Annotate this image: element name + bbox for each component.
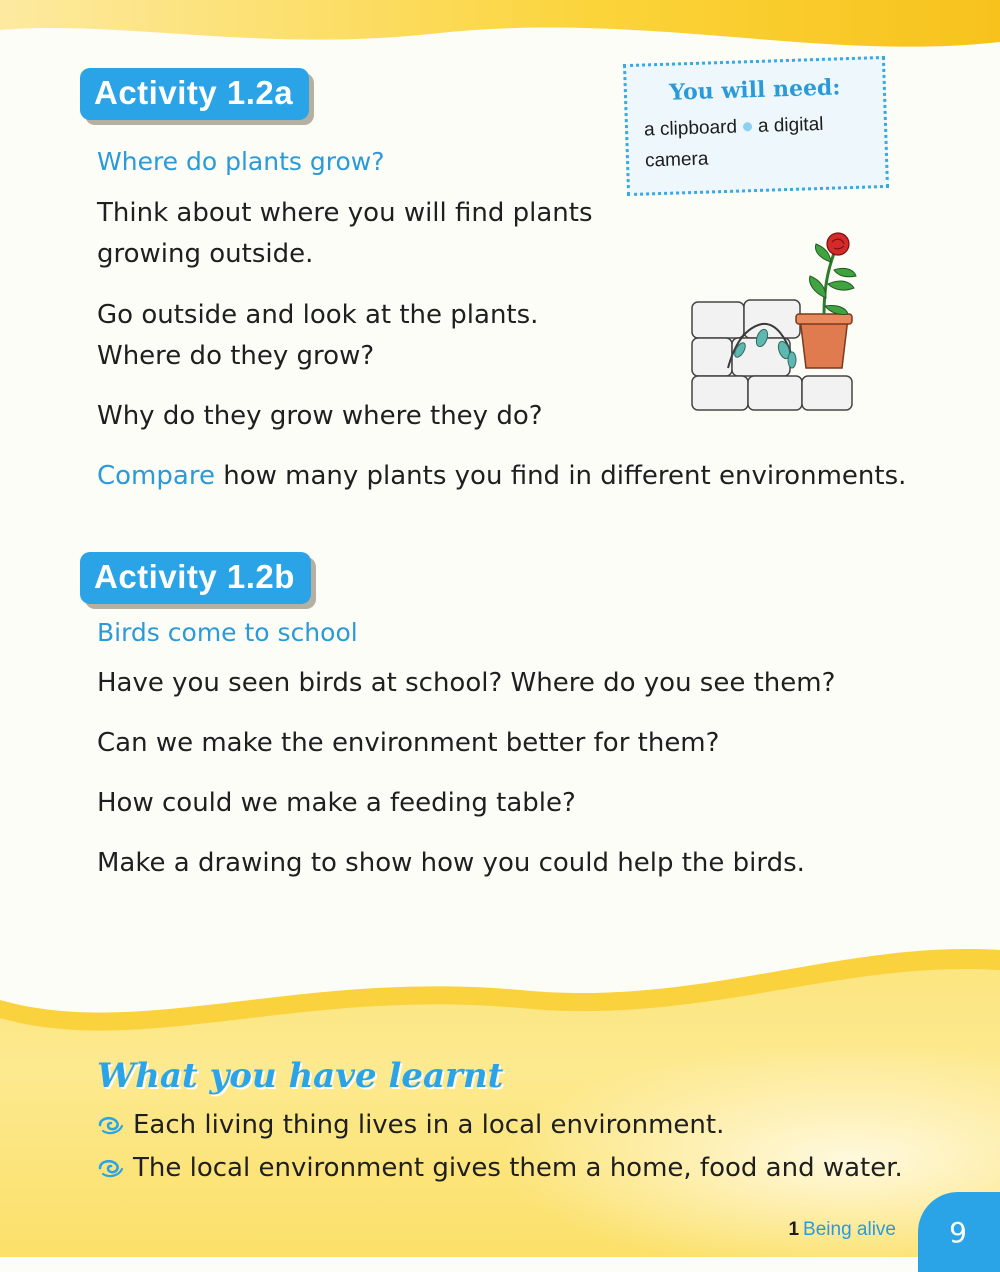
swirl-icon [97,1113,125,1137]
activity-a-title: Activity 1.2a [80,68,309,120]
bullet-dot-icon [743,123,752,132]
activity-a-line-3: Go outside and look at the plants. [97,300,539,330]
need-item-camera-line2: camera [644,148,709,172]
activity-b-line-4: Make a drawing to show how you could help the birds. [97,848,805,878]
activity-a-line-1: Think about where you will find plants [97,198,593,228]
activity-b-line-3: How could we make a feeding table? [97,788,576,818]
chapter-footer [788,1219,896,1241]
compare-keyword: Compare [97,461,215,491]
learnt-item-1 [97,1110,724,1140]
activity-b-title: Activity 1.2b [80,552,311,604]
chapter-number: 1 [788,1219,800,1240]
activity-a-line-2: growing outside. [97,239,314,269]
swirl-icon [97,1156,125,1180]
plant-wall-illustration [688,228,878,418]
you-will-need-box [623,56,889,196]
activity-a-line-4: Where do they grow? [97,341,375,371]
activity-a-subtitle: Where do plants grow? [97,147,385,176]
activity-b-line-1: Have you seen birds at school? Where do you see them? [97,668,836,698]
learnt-item-2-text: The local environment gives them a home, food and water. [133,1153,903,1183]
learnt-title: What you have learnt [97,1056,504,1096]
learnt-item-2 [97,1153,903,1183]
need-item-clipboard: a clipboard [643,116,738,141]
you-will-need-title: You will need: [668,74,841,106]
compare-text: how many plants you find in different environments. [214,461,907,491]
learnt-item-1-text: Each living thing lives in a local environment. [133,1110,725,1140]
activity-b-subtitle: Birds come to school [97,618,358,647]
chapter-title: Being alive [803,1219,896,1240]
activity-a-line-5: Why do they grow where they do? [97,401,543,431]
page-number: 9 [918,1192,1000,1272]
activity-a-compare [97,456,906,497]
activity-b-line-2: Can we make the environment better for them? [97,728,720,758]
you-will-need-items [644,107,870,176]
need-item-camera-line1: a digital [757,113,824,137]
